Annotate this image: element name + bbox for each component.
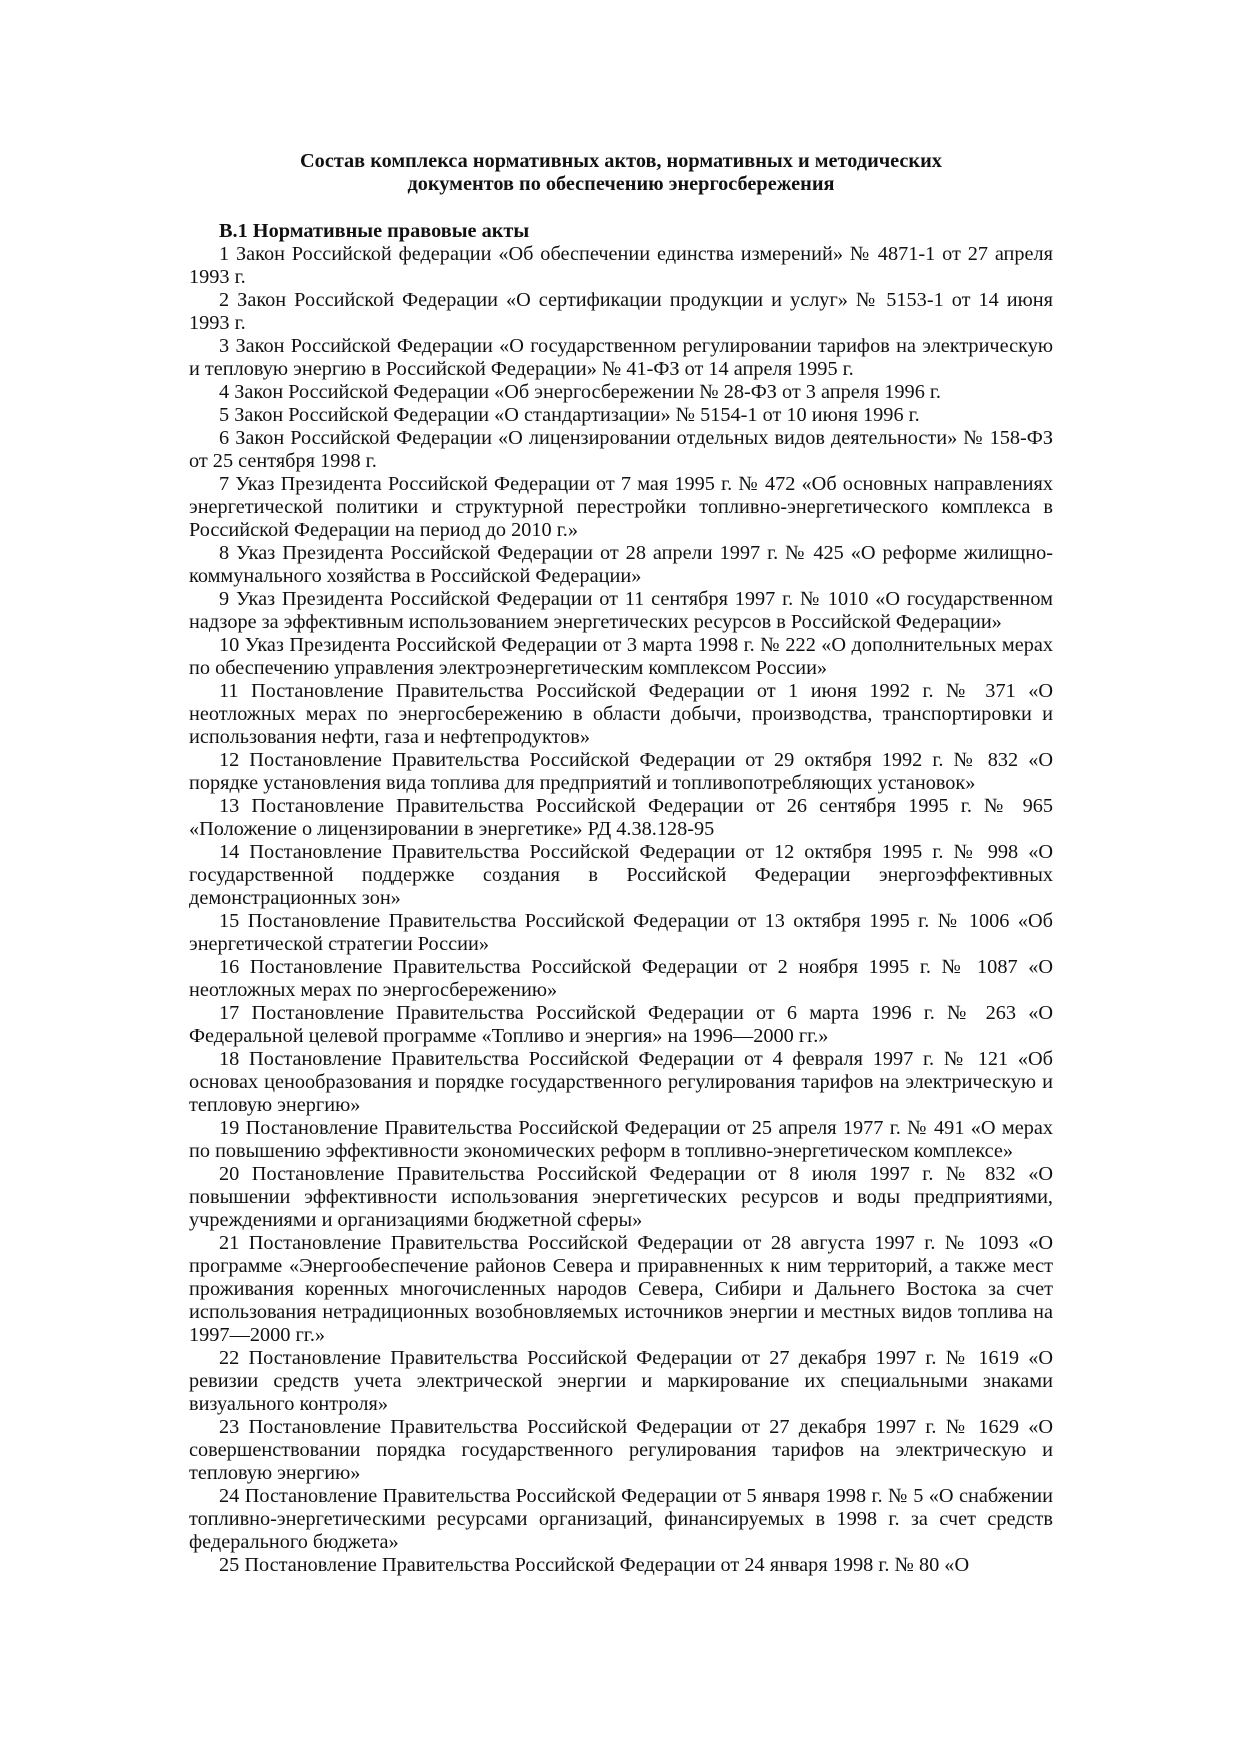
list-item: 12 Постановление Правительства Российской Федерации от 29 октября 1992 г. № 832 «О порядке установления вида топлива для предприятий и топливопотребляющих установок» [189,749,1053,794]
list-item: 20 Постановление Правительства Российской Федерации от 8 июля 1997 г. № 832 «О повышении эффективности использования энергетических ресурсов и воды предприятиями, учреждениями и организациями бюджетной сферы» [189,1163,1053,1231]
list-item: 22 Постановление Правительства Российской Федерации от 27 декабря 1997 г. № 1619 «О ревизии средств учета электрической энергии и маркирование их специальными знаками визуального контроля» [189,1347,1053,1415]
list-item: 4 Закон Российской Федерации «Об энергосбережении № 28-ФЗ от 3 апреля 1996 г. [219,381,942,403]
list-item: 17 Постановление Правительства Российской Федерации от 6 марта 1996 г. № 263 «О Федеральной целевой программе «Топливо и энергия» на 1996—2000 гг.» [189,1002,1053,1047]
document-title [189,150,1053,196]
list-item: 14 Постановление Правительства Российской Федерации от 12 октября 1995 г. № 998 «О государственной поддержке создания в Российской Федерации энергоэффективных демонстрационных зон» [189,841,1053,909]
title-spacer [189,196,1053,220]
list-item: 18 Постановление Правительства Российской Федерации от 4 февраля 1997 г. № 121 «Об основах ценообразования и порядке государственного регулирования тарифов на электрическую и тепловую энергию» [189,1048,1053,1116]
list-item: 23 Постановление Правительства Российской Федерации от 27 декабря 1997 г. № 1629 «О совершенствовании порядка государственного регулирования тарифов на электрическую и тепловую энергию» [189,1416,1053,1484]
list-item: 21 Постановление Правительства Российской Федерации от 28 августа 1997 г. № 1093 «О программе «Энергообеспечение районов Севера и приравненных к ним территорий, а также мест проживания коренных многочисленных народов Севера, Сибири и Дальнего Востока за счет использования нетрадиционных возобновляемых источников энергии и местных видов топлива на 1997—2000 гг.» [189,1232,1053,1346]
list-item: 25 Постановление Правительства Российской Федерации от 24 января 1998 г. № 80 «О [219,1554,970,1576]
list-item: 6 Закон Российской Федерации «О лицензировании отдельных видов деятельности» № 158-ФЗ от 25 сентября 1998 г. [189,427,1053,472]
list-item: 11 Постановление Правительства Российской Федерации от 1 июня 1992 г. № 371 «О неотложных мерах по энергосбережению в области добычи, производства, транспортировки и использования нефти, газа и нефтепродуктов» [189,680,1053,748]
list-item: 10 Указ Президента Российской Федерации от 3 марта 1998 г. № 222 «О дополнительных мерах по обеспечению управления электроэнергетическим комплексом России» [189,634,1053,679]
document-body [189,150,1053,1577]
list-item: 9 Указ Президента Российской Федерации от 11 сентября 1997 г. № 1010 «О государственном надзоре за эффективным использованием энергетических ресурсов в Российской Федерации» [189,588,1053,633]
document-title-line-1: Состав комплекса нормативных актов, нормативных и методических [300,150,942,172]
document-title-line-2: документов по обеспечению энергосбережения [407,173,835,195]
list-item: 1 Закон Российской федерации «Об обеспечении единства измерений» № 4871-1 от 27 апреля 1993 г. [189,243,1053,288]
list-item: 16 Постановление Правительства Российской Федерации от 2 ноября 1995 г. № 1087 «О неотложных мерах по энергосбережению» [189,956,1053,1001]
list-item: 7 Указ Президента Российской Федерации от 7 мая 1995 г. № 472 «Об основных направлениях энергетической политики и структурной перестройки топливно-энергетического комплекса в Российской Федерации на период до 2010 г.» [189,473,1053,541]
list-item: 2 Закон Российской Федерации «О сертификации продукции и услуг» № 5153-1 от 14 июня 1993 г. [189,289,1053,334]
list-item: 19 Постановление Правительства Российской Федерации от 25 апреля 1977 г. № 491 «О мерах по повышению эффективности экономических реформ в топливно-энергетическом комплексе» [189,1117,1053,1162]
list-item: 8 Указ Президента Российской Федерации от 28 апрели 1997 г. № 425 «О реформе жилищно-коммунального хозяйства в Российской Федерации» [189,542,1053,587]
legal-acts-list [189,243,1053,1577]
section-heading: В.1 Нормативные правовые акты [219,220,530,242]
list-item: 3 Закон Российской Федерации «О государственном регулировании тарифов на электрическую и тепловую энергию в Российской Федерации» № 41-ФЗ от 14 апреля 1995 г. [189,335,1053,380]
list-item: 5 Закон Российской Федерации «О стандартизации» № 5154-1 от 10 июня 1996 г. [219,404,920,426]
list-item: 13 Постановление Правительства Российской Федерации от 26 сентября 1995 г. № 965 «Положение о лицензировании в энергетике» РД 4.38.128-95 [189,795,1053,840]
list-item: 24 Постановление Правительства Российской Федерации от 5 января 1998 г. № 5 «О снабжении топливно-энергетическими ресурсами организаций, финансируемых в 1998 г. за счет средств федерального бюджета» [189,1485,1053,1553]
list-item: 15 Постановление Правительства Российской Федерации от 13 октября 1995 г. № 1006 «Об энергетической стратегии России» [189,910,1053,955]
